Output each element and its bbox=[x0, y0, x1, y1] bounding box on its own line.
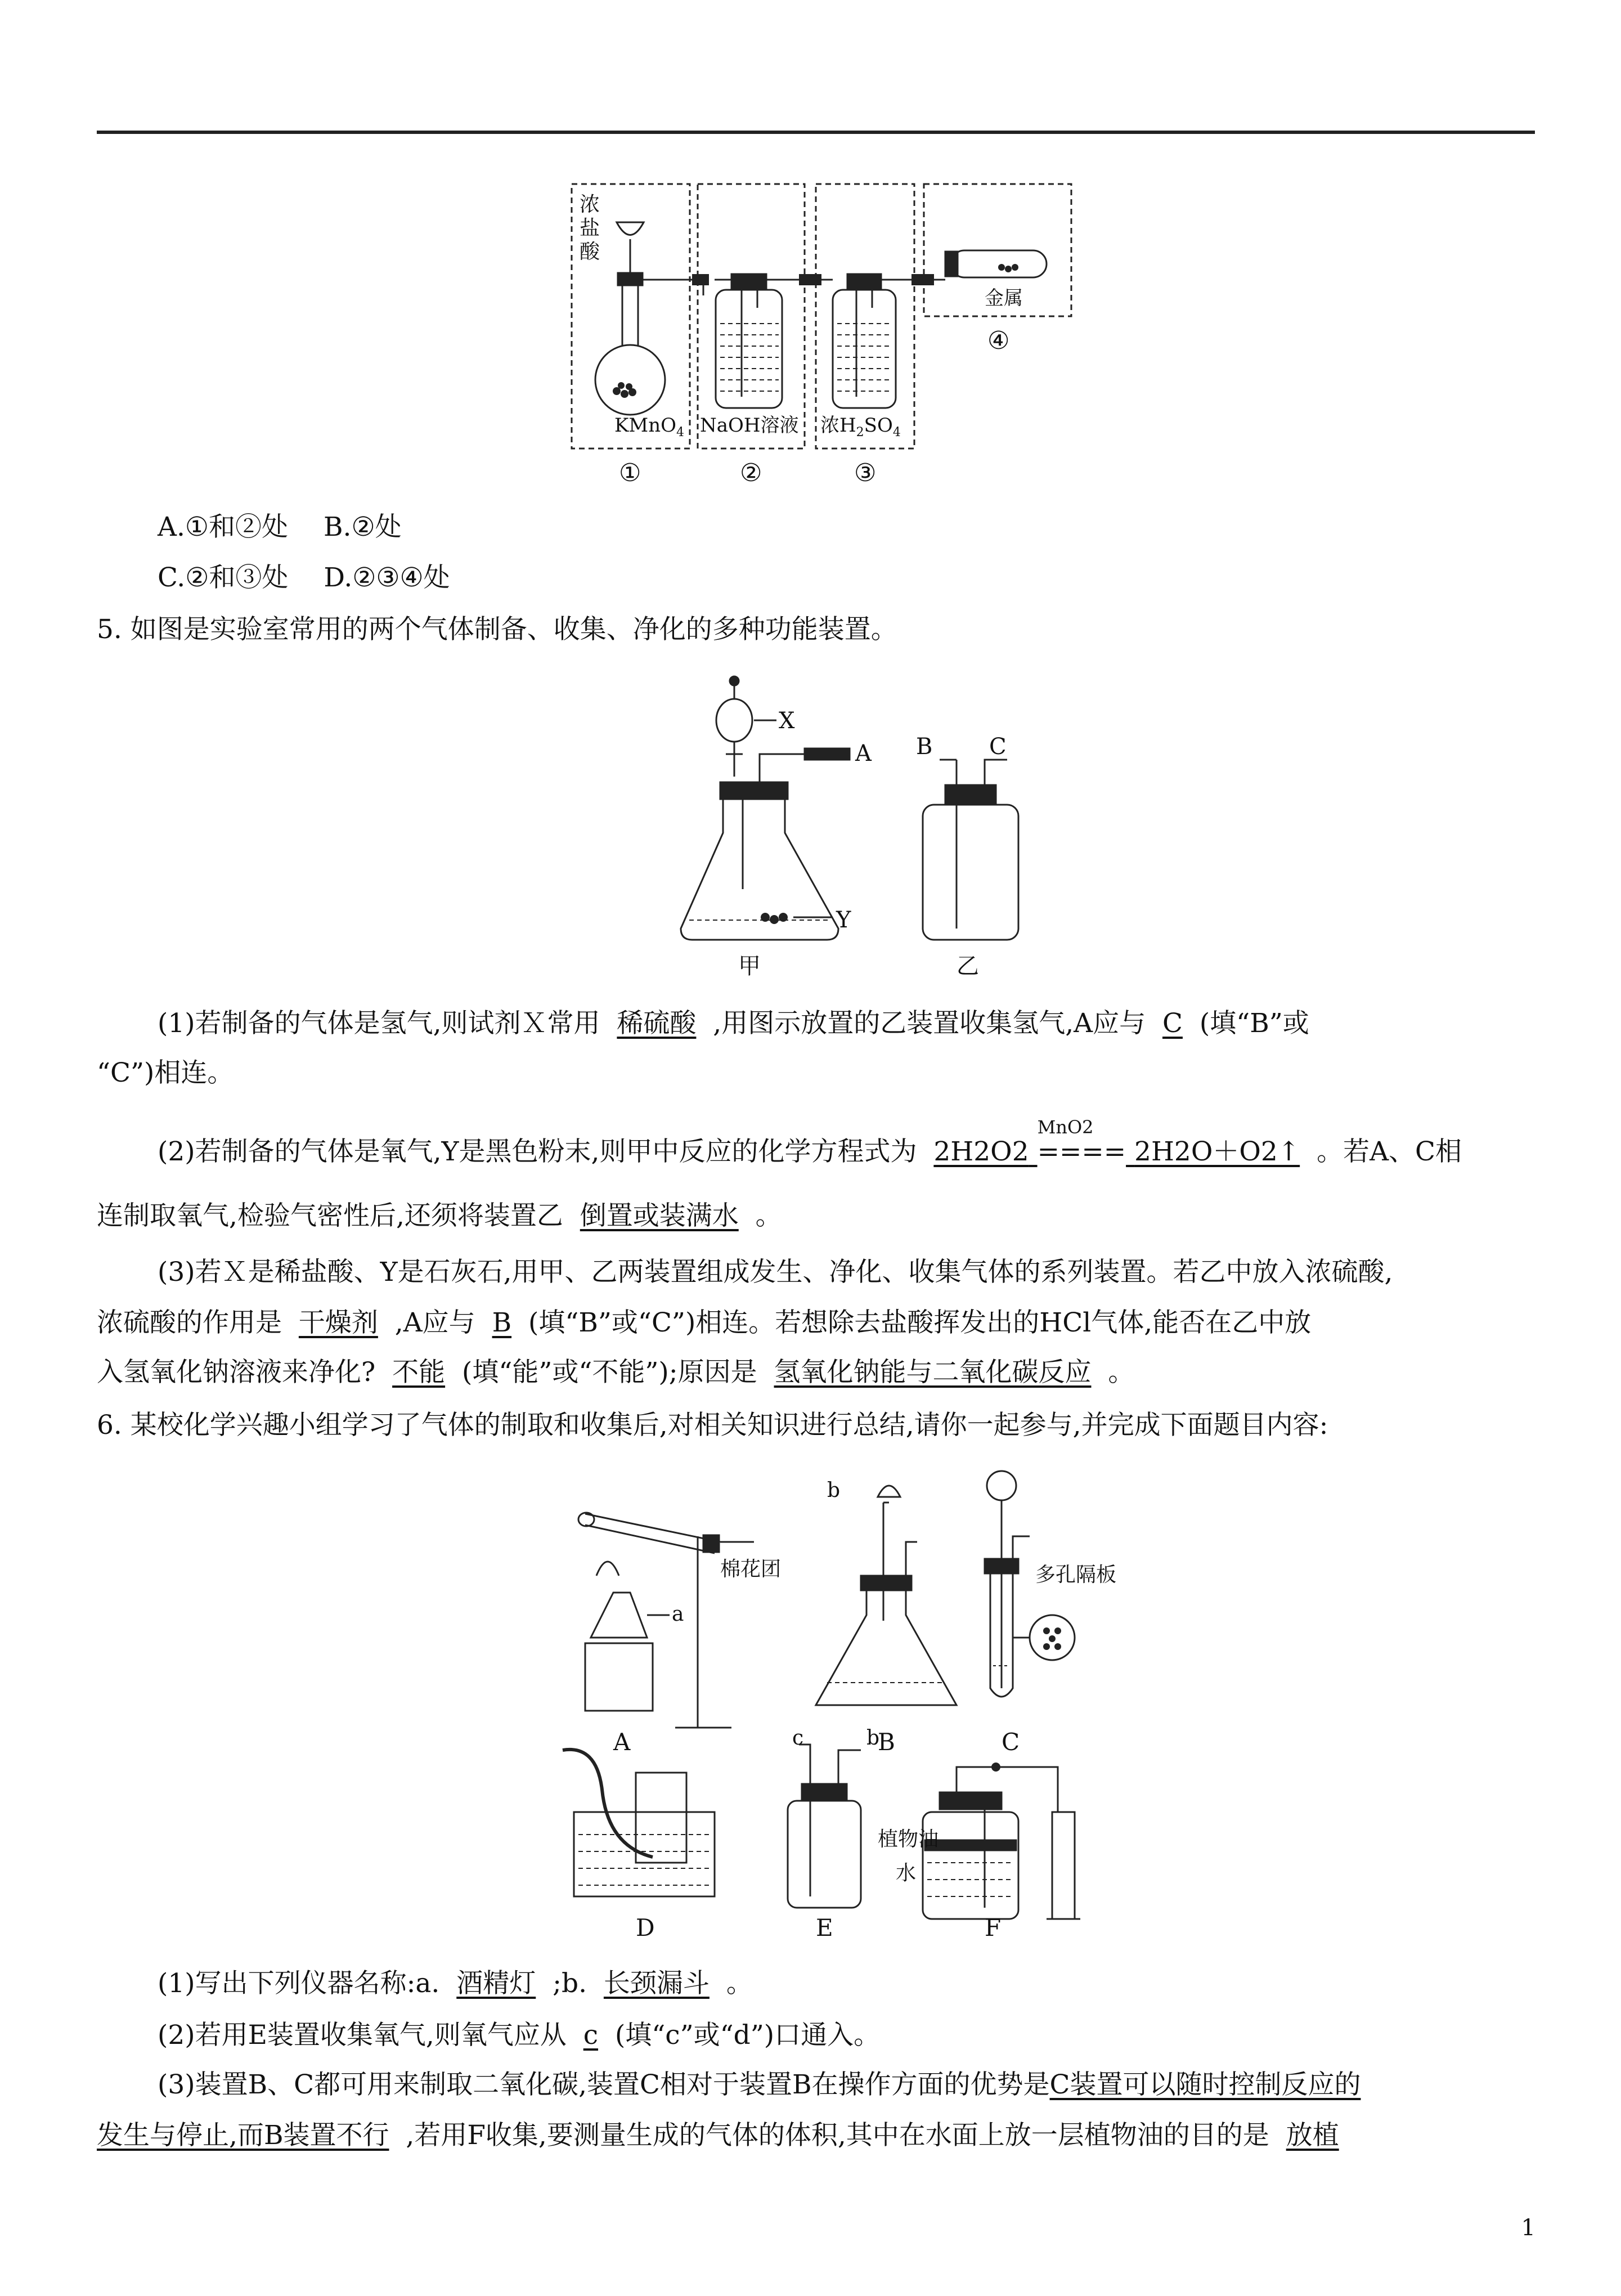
fig3-label-cotton: 棉花团 bbox=[720, 1558, 782, 1581]
q5-part2-line1 bbox=[158, 1116, 1462, 1168]
apparatus-figure-3 bbox=[551, 1452, 1170, 1941]
fig1-num-3: ③ bbox=[854, 459, 877, 487]
q5-answer-h2so4-role: 干燥剂 bbox=[298, 1307, 378, 1338]
fig3-label-porous: 多孔隔板 bbox=[1035, 1563, 1117, 1586]
fig3-caption-c: C bbox=[1002, 1728, 1020, 1756]
fig3-label-c: c bbox=[792, 1727, 804, 1750]
q6-part3-line2 bbox=[97, 2119, 1535, 2152]
q6-part3-line1 bbox=[158, 2069, 1360, 2101]
q5-p1-text-c: (填“B”或 bbox=[1199, 1008, 1309, 1039]
q5-answer-reason: 氢氧化钠能与二氧化碳反应 bbox=[774, 1357, 1092, 1388]
fig3-caption-f: F bbox=[985, 1914, 1002, 1941]
fig1-label-naoh: NaOH溶液 bbox=[700, 414, 799, 437]
equation-catalyst: MnO2 bbox=[1037, 1116, 1094, 1138]
fig2-label-a: A bbox=[855, 741, 872, 766]
q5-p3-text-d: (填“B”或“C”)相连。若想除去盐酸挥发出的HCl气体,能否在乙中放 bbox=[528, 1307, 1312, 1338]
fig1-label-metal: 金属 bbox=[985, 287, 1023, 310]
fig1-num-4: ④ bbox=[987, 326, 1010, 355]
q5-part1-line2: “C”)相连。 bbox=[97, 1057, 234, 1088]
fig1-num-2: ② bbox=[740, 459, 762, 487]
q5-answer-connect-h2: C bbox=[1162, 1008, 1183, 1039]
fig1-label-acid-3: 酸 bbox=[580, 240, 600, 263]
fig1-label-kmno4: KMnO$_4$ bbox=[614, 414, 684, 440]
fig3-label-b: b bbox=[827, 1479, 841, 1502]
fig1-label-acid-2: 盐 bbox=[580, 217, 600, 240]
q6-answer-b: 长颈漏斗 bbox=[603, 1968, 710, 1999]
q6-answer-oil-purpose: 放植 bbox=[1286, 2120, 1339, 2151]
q4-options-row-1 bbox=[97, 511, 1535, 544]
q5-p2-text-c: 连制取氧气,检验气密性后,还须将装置乙 bbox=[97, 1200, 563, 1231]
q6-p3-text-b: ,若用F收集,要测量生成的气体的体积,其中在水面上放一层植物油的目的是 bbox=[406, 2120, 1269, 2151]
equation-rhs: 2H2O＋O2↑ bbox=[1134, 1136, 1300, 1167]
fig1-num-1: ① bbox=[619, 459, 641, 487]
q6-stem: 6. 某校化学兴趣小组学习了气体的制取和收集后,对相关知识进行总结,请你一起参与,并完成下面题目内容: bbox=[97, 1410, 1328, 1441]
q5-answer-bottle-state: 倒置或装满水 bbox=[580, 1200, 739, 1231]
q6-answer-advantage-2: 发生与停止,而B装置不行 bbox=[97, 2120, 389, 2151]
header-rule bbox=[97, 131, 1535, 134]
q5-p1-text-a: (1)若制备的气体是氢气,则试剂Ｘ常用 bbox=[158, 1008, 600, 1039]
equation-condition: MnO2 ==== bbox=[1038, 1136, 1126, 1168]
fig2-label-x: X bbox=[779, 708, 795, 734]
q6-p3-text-a: (3)装置B、C都可用来制取二氧化碳,装置C相对于装置B在操作方面的优势是 bbox=[158, 2069, 1050, 2100]
fig1-label-h2so4: 浓$H_2SO_4$ bbox=[820, 414, 901, 440]
q5-p3-text-c: ,A应与 bbox=[394, 1307, 475, 1338]
fig2-label-yi: 乙 bbox=[957, 953, 979, 979]
fig2-label-c: C bbox=[989, 734, 1007, 760]
q5-p1-text-b: ,用图示放置的乙装置收集氢气,A应与 bbox=[713, 1008, 1146, 1039]
q5-part1-line1 bbox=[158, 1007, 1309, 1040]
fig3-label-water: 水 bbox=[896, 1862, 917, 1885]
apparatus-figure-1 bbox=[563, 177, 1125, 492]
fig3-caption-d: D bbox=[636, 1914, 655, 1941]
q6-answer-port: c bbox=[583, 2020, 599, 2051]
apparatus-figure-3-drawing bbox=[551, 1452, 1170, 1941]
q5-p3-text-g: 。 bbox=[1108, 1357, 1135, 1388]
fig3-label-oil: 植物油 bbox=[878, 1828, 939, 1851]
q5-answer-equation bbox=[933, 1116, 1300, 1167]
q5-p3-text-e: 入氢氧化钠溶液来净化? bbox=[97, 1357, 376, 1388]
q6-p1-text-a: (1)写出下列仪器名称:a. bbox=[158, 1968, 440, 1999]
q6-answer-advantage-1: C装置可以随时控制反应的 bbox=[1049, 2069, 1361, 2100]
q5-part2-line2 bbox=[97, 1200, 1535, 1232]
fig2-label-b: B bbox=[916, 734, 933, 760]
q5-p3-text-f: (填“能”或“不能”);原因是 bbox=[461, 1357, 757, 1388]
q5-part3-line2 bbox=[97, 1307, 1535, 1339]
q6-part1 bbox=[158, 1967, 753, 2000]
q6-part2 bbox=[158, 2019, 880, 2052]
fig3-label-a: a bbox=[672, 1603, 684, 1626]
q4-option-c: C.②和③处 bbox=[158, 562, 289, 593]
equation-lhs: 2H2O2 bbox=[933, 1136, 1029, 1167]
fig2-label-y: Y bbox=[836, 907, 851, 933]
fig2-label-jia: 甲 bbox=[738, 953, 761, 979]
q6-p2-text-a: (2)若用E装置收集氧气,则氧气应从 bbox=[158, 2020, 567, 2051]
q5-answer-connect-co2: B bbox=[492, 1307, 512, 1338]
q6-p2-text-b: (填“c”或“d”)口通入。 bbox=[614, 2020, 881, 2051]
apparatus-figure-1-drawing bbox=[563, 177, 1125, 492]
q5-answer-reagent-x: 稀硫酸 bbox=[617, 1008, 697, 1039]
q4-options-row-2 bbox=[97, 562, 1535, 594]
q6-answer-a: 酒精灯 bbox=[456, 1968, 536, 1999]
q4-option-d: D.②③④处 bbox=[324, 562, 450, 593]
q5-part3-line3 bbox=[97, 1356, 1535, 1389]
apparatus-figure-2 bbox=[664, 664, 1092, 979]
fig1-label-acid-1: 浓 bbox=[580, 193, 600, 216]
q5-p2-text-d: 。 bbox=[755, 1200, 782, 1231]
q4-option-b: B.②处 bbox=[323, 512, 402, 542]
q5-answer-naoh-ok: 不能 bbox=[392, 1357, 446, 1388]
page-number: 1 bbox=[1521, 2215, 1535, 2241]
q5-p2-text-b: 。若A、C相 bbox=[1317, 1136, 1462, 1167]
fig3-caption-e: E bbox=[816, 1914, 833, 1941]
q6-p1-text-c: 。 bbox=[726, 1968, 753, 1999]
fig3-label-b2: b bbox=[866, 1727, 880, 1750]
q6-p1-text-b: ;b. bbox=[553, 1968, 587, 1999]
q4-option-a: A.①和②处 bbox=[158, 512, 289, 542]
q5-p2-text-a: (2)若制备的气体是氧气,Y是黑色粉末,则甲中反应的化学方程式为 bbox=[158, 1136, 917, 1167]
q5-part3-line1: (3)若Ｘ是稀盐酸、Y是石灰石,用甲、乙两装置组成发生、净化、收集气体的系列装置。若乙中放入浓硫酸, bbox=[158, 1257, 1393, 1288]
fig3-caption-a: A bbox=[613, 1728, 631, 1756]
apparatus-figure-2-drawing bbox=[664, 664, 1092, 979]
fig3-caption-b: B bbox=[878, 1728, 895, 1756]
q5-p3-text-b: 浓硫酸的作用是 bbox=[97, 1307, 282, 1338]
q5-stem: 5. 如图是实验室常用的两个气体制备、收集、净化的多种功能装置。 bbox=[97, 614, 897, 645]
